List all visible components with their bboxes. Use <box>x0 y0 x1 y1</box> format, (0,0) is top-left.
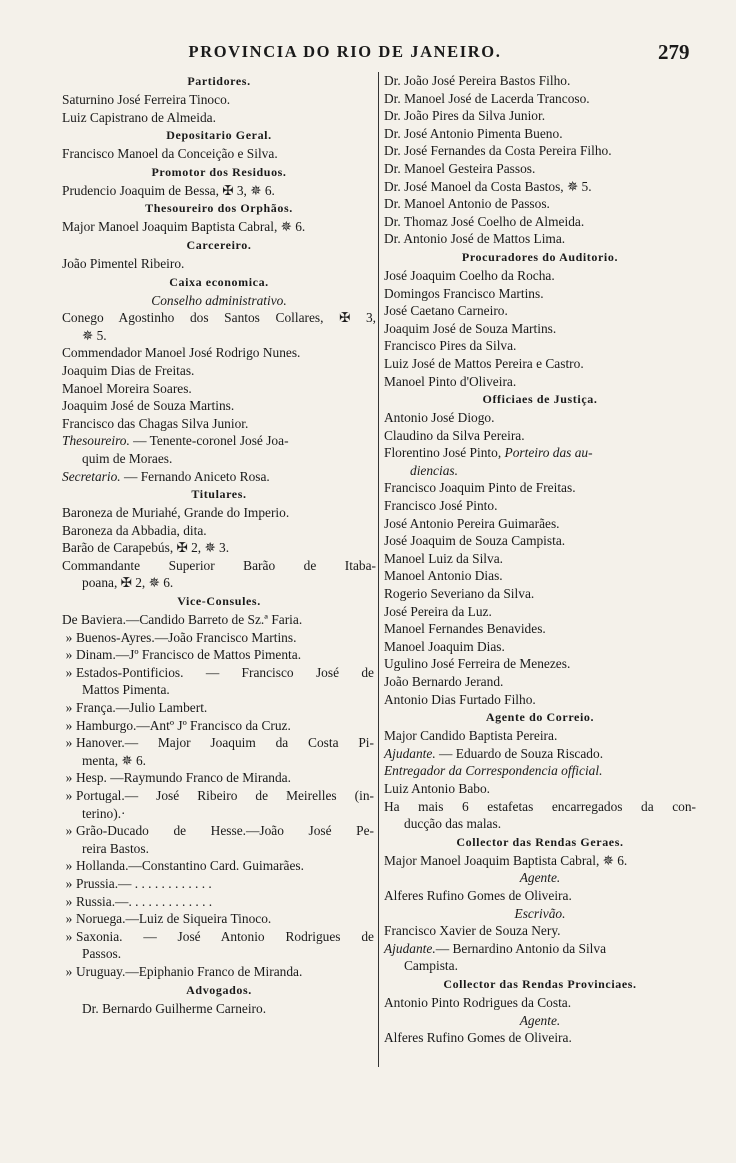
consul-entry <box>62 822 376 840</box>
subheading: Agente. <box>519 870 561 886</box>
consul-entry <box>62 963 376 981</box>
consul-text: Dinam.—Jº Francisco de Mattos Pimenta. <box>76 647 302 663</box>
section-heading: Collector das Rendas Provinciaes. <box>443 976 637 991</box>
entry-line: Francisco Joaquim Pinto de Freitas. <box>384 480 576 496</box>
consul-entry <box>62 787 376 805</box>
continuation-line: quim de Moraes. <box>82 450 173 466</box>
entry-line: Joaquim José de Souza Martins. <box>62 398 235 414</box>
entry-line: Joaquim Dias de Freitas. <box>62 362 195 378</box>
entry-line: Baroneza de Muriahé, Grande do Imperio. <box>62 505 290 521</box>
column-divider <box>378 72 379 1067</box>
section-heading: Promotor dos Residuos. <box>151 164 287 179</box>
section-heading: Titulares. <box>191 487 247 502</box>
consul-entry <box>62 910 376 928</box>
italic-line: Entregador da Correspondencia official. <box>384 763 603 779</box>
continuation-line: menta, ✵ 6. <box>82 752 147 768</box>
entry-line: Dr. José Antonio Pimenta Bueno. <box>384 125 563 141</box>
consul-text: Hesp. —Raymundo Franco de Miranda. <box>76 770 291 786</box>
consul-entry <box>62 769 376 787</box>
entry-line: Francisco das Chagas Silva Junior. <box>62 415 249 431</box>
section-heading: Collector das Rendas Geraes. <box>456 834 624 849</box>
consul-entry <box>62 875 376 893</box>
consul-entry <box>62 629 376 647</box>
entry-line: José Pereira da Luz. <box>384 603 492 619</box>
consul-text: Noruega.—Luiz de Siqueira Tinoco. <box>76 911 272 927</box>
ditto-mark: » <box>65 664 73 680</box>
role-entry <box>62 432 376 450</box>
consul-entry <box>62 893 376 911</box>
section-heading: Vice-Consules. <box>177 594 261 609</box>
consul-entry <box>62 734 376 752</box>
subheading: Conselho administrativo. <box>151 292 287 308</box>
continuation-line: Mattos Pimenta. <box>82 682 170 698</box>
right-column <box>384 72 696 1047</box>
subheading: Escrivão. <box>514 905 566 921</box>
entry-line: Rogerio Severiano da Silva. <box>384 586 535 602</box>
entry-line: Conego Agostinho dos Santos Collares, ✠ 3, <box>62 310 376 326</box>
entry-line: Major Candido Baptista Pereira. <box>384 728 558 744</box>
entry-line: Francisco Manoel da Conceição e Silva. <box>62 146 278 162</box>
entry-line: Manoel Moreira Soares. <box>62 380 192 396</box>
entry-line: Alferes Rufino Gomes de Oliveira. <box>384 887 572 903</box>
entry-line: Joaquim José de Souza Martins. <box>384 320 557 336</box>
entry-line: Manoel Antonio Dias. <box>384 568 503 584</box>
entry-line: Luiz Antonio Babo. <box>384 780 490 796</box>
continuation-line: reira Bastos. <box>82 840 149 856</box>
page-number: 279 <box>658 40 690 64</box>
consul-text: Buenos-Ayres.—João Francisco Martins. <box>76 629 297 645</box>
consul-entry <box>62 857 376 875</box>
entry-line: Barão de Carapebús, ✠ 2, ✵ 3. <box>62 540 230 556</box>
section-heading: Officiaes de Justiça. <box>482 392 598 407</box>
ditto-mark: » <box>65 717 73 733</box>
role-label: Secretario. <box>62 468 121 484</box>
consul-text: Uruguay.—Epiphanio Franco de Miranda. <box>76 963 303 979</box>
ditto-mark: » <box>65 928 73 944</box>
entry-line: Claudino da Silva Pereira. <box>384 427 525 443</box>
ditto-mark: » <box>65 858 73 874</box>
entry-line: Manoel Fernandes Benavides. <box>384 621 546 637</box>
section-heading: Procuradores do Auditorio. <box>461 249 619 264</box>
role-entry <box>62 468 376 486</box>
entry-line: Ugulino José Ferreira de Menezes. <box>384 656 571 672</box>
entry-line: José Joaquim de Souza Campista. <box>384 533 566 549</box>
consul-entry <box>62 664 376 682</box>
entry-line: Luiz Capistrano de Almeida. <box>62 109 216 125</box>
role-label: Porteiro das au- <box>504 445 593 461</box>
entry-line: Major Manoel Joaquim Baptista Cabral, ✵ 6. <box>62 219 306 235</box>
role-text: — Bernardino Antonio da Silva <box>435 940 607 956</box>
entry-line: Manoel Pinto d'Oliveira. <box>384 373 517 389</box>
section-heading: Agente do Correio. <box>485 710 595 725</box>
entry-line: Dr. Antonio José de Mattos Lima. <box>384 231 566 247</box>
section-heading: Advogados. <box>186 982 252 997</box>
continuation-line: terino).· <box>82 805 126 821</box>
entry-line: Antonio José Diogo. <box>384 410 495 426</box>
entry-line: Francisco José Pinto. <box>384 498 498 514</box>
consul-text: França.—Julio Lambert. <box>76 700 208 716</box>
entry-line: Commendador Manoel José Rodrigo Nunes. <box>62 345 301 361</box>
ditto-mark: » <box>65 875 73 891</box>
entry-line: João Pimentel Ribeiro. <box>62 255 185 271</box>
ditto-mark: » <box>65 788 73 803</box>
entry-line: Dr. José Fernandes da Costa Pereira Filho. <box>384 143 612 159</box>
entry-line: Commandante Superior Barão de Itaba- <box>62 557 376 573</box>
entry-line: Manoel Luiz da Silva. <box>384 550 503 566</box>
consul-text: Hollanda.—Constantino Card. Guimarães. <box>76 858 304 874</box>
entry-line: Dr. João Pires da Silva Junior. <box>384 108 546 124</box>
entry-line: Domingos Francisco Martins. <box>384 285 544 301</box>
ditto-mark: » <box>65 770 73 786</box>
role-text: — Eduardo de Souza Riscado. <box>435 745 604 761</box>
ditto-mark: » <box>65 911 73 927</box>
continuation-line: poana, ✠ 2, ✵ 6. <box>82 575 174 591</box>
section-heading: Caixa economica. <box>169 274 269 289</box>
continuation-line: Passos. <box>82 946 122 962</box>
entry-line: Dr. Manoel Gesteira Passos. <box>384 160 536 176</box>
consul-text: Estados-Pontificios. — Francisco José de <box>76 664 374 680</box>
role-entry <box>384 940 696 958</box>
continuation-line: ✵ 5. <box>82 327 107 343</box>
entry-line: Alferes Rufino Gomes de Oliveira. <box>384 1030 572 1046</box>
continuation-line: ducção das malas. <box>404 816 502 832</box>
entry-line: Francisco Xavier de Souza Nery. <box>384 923 561 939</box>
consul-text: Hamburgo.—Antº Jº Francisco da Cruz. <box>76 717 291 733</box>
entry-line: João Bernardo Jerand. <box>384 674 504 689</box>
entry-line: José Antonio Pereira Guimarães. <box>384 515 560 531</box>
role-label: Thesoureiro. <box>62 433 130 449</box>
entry-line: Antonio Pinto Rodrigues da Costa. <box>384 994 572 1010</box>
entry-line: Baroneza da Abbadia, dita. <box>62 522 207 538</box>
consul-entry <box>62 646 376 664</box>
consul-entry <box>62 928 376 946</box>
entry-line: Dr. Manoel Antonio de Passos. <box>384 196 550 212</box>
role-entry <box>384 444 696 462</box>
page-header: PROVINCIA DO RIO DE JANEIRO. <box>188 42 502 61</box>
entry-line: Prudencio Joaquim de Bessa, ✠ 3, ✵ 6. <box>62 182 275 198</box>
section-heading: Carcereiro. <box>186 237 252 252</box>
consul-text: Prussia.— . . . . . . . . . . . . <box>76 875 212 891</box>
consul-entry <box>62 717 376 735</box>
ditto-mark: » <box>65 629 73 645</box>
section-heading: Depositario Geral. <box>166 128 272 143</box>
entry-line: Dr. Thomaz José Coelho de Almeida. <box>384 213 585 229</box>
entry-line: Dr. Manoel José de Lacerda Trancoso. <box>384 90 590 106</box>
subheading: Agente. <box>519 1012 561 1028</box>
ditto-mark: » <box>65 735 73 751</box>
consul-entry <box>62 699 376 717</box>
entry-line: Major Manoel Joaquim Baptista Cabral, ✵ 6. <box>384 852 628 868</box>
entry-line: Francisco Pires da Silva. <box>384 338 517 354</box>
ditto-mark: » <box>65 963 73 979</box>
continuation-line: Campista. <box>404 958 458 974</box>
ditto-mark: » <box>65 700 73 716</box>
role-text: — Tenente-coronel José Joa- <box>129 433 289 449</box>
entry-line: De Baviera.—Candido Barreto de Sz.ª Faria. <box>62 612 303 628</box>
role-text: — Fernando Aniceto Rosa. <box>120 468 270 484</box>
role-label: Ajudante. <box>384 940 436 956</box>
section-heading: Thesoureiro dos Orphãos. <box>145 201 293 216</box>
continuation-line: Dr. Bernardo Guilherme Carneiro. <box>82 1000 267 1016</box>
consul-text: Hanover.— Major Joaquim da Costa Pi- <box>76 735 374 751</box>
role-label: Ajudante. <box>384 745 436 761</box>
role-entry <box>384 745 696 763</box>
section-heading: Partidores. <box>187 74 251 88</box>
entry-line: Dr. João José Pereira Bastos Filho. <box>384 73 571 88</box>
italic-continuation: diencias. <box>410 462 458 478</box>
entry-line: Antonio Dias Furtado Filho. <box>384 691 536 707</box>
consul-text: Russia.—. . . . . . . . . . . . . <box>76 893 213 909</box>
ditto-mark: » <box>65 823 73 839</box>
entry-line: José Caetano Carneiro. <box>384 303 508 319</box>
left-column <box>62 72 376 1017</box>
consul-text: Grão-Ducado de Hesse.—João José Pe- <box>76 823 374 839</box>
entry-line: Dr. José Manoel da Costa Bastos, ✵ 5. <box>384 178 592 194</box>
consul-text: Saxonia. — José Antonio Rodrigues de <box>76 928 374 944</box>
consul-text: Portugal.— José Ribeiro de Meirelles (in- <box>76 788 374 803</box>
entry-line: Ha mais 6 estafetas encarregados da con- <box>384 798 696 814</box>
entry-line: José Joaquim Coelho da Rocha. <box>384 267 555 283</box>
ditto-mark: » <box>65 647 73 663</box>
entry-line: Saturnino José Ferreira Tinoco. <box>62 92 231 107</box>
entry-line: Luiz José de Mattos Pereira e Castro. <box>384 355 584 371</box>
entry-line: Manoel Joaquim Dias. <box>384 638 505 654</box>
role-text: Florentino José Pinto, <box>384 445 505 461</box>
ditto-mark: » <box>65 893 73 909</box>
